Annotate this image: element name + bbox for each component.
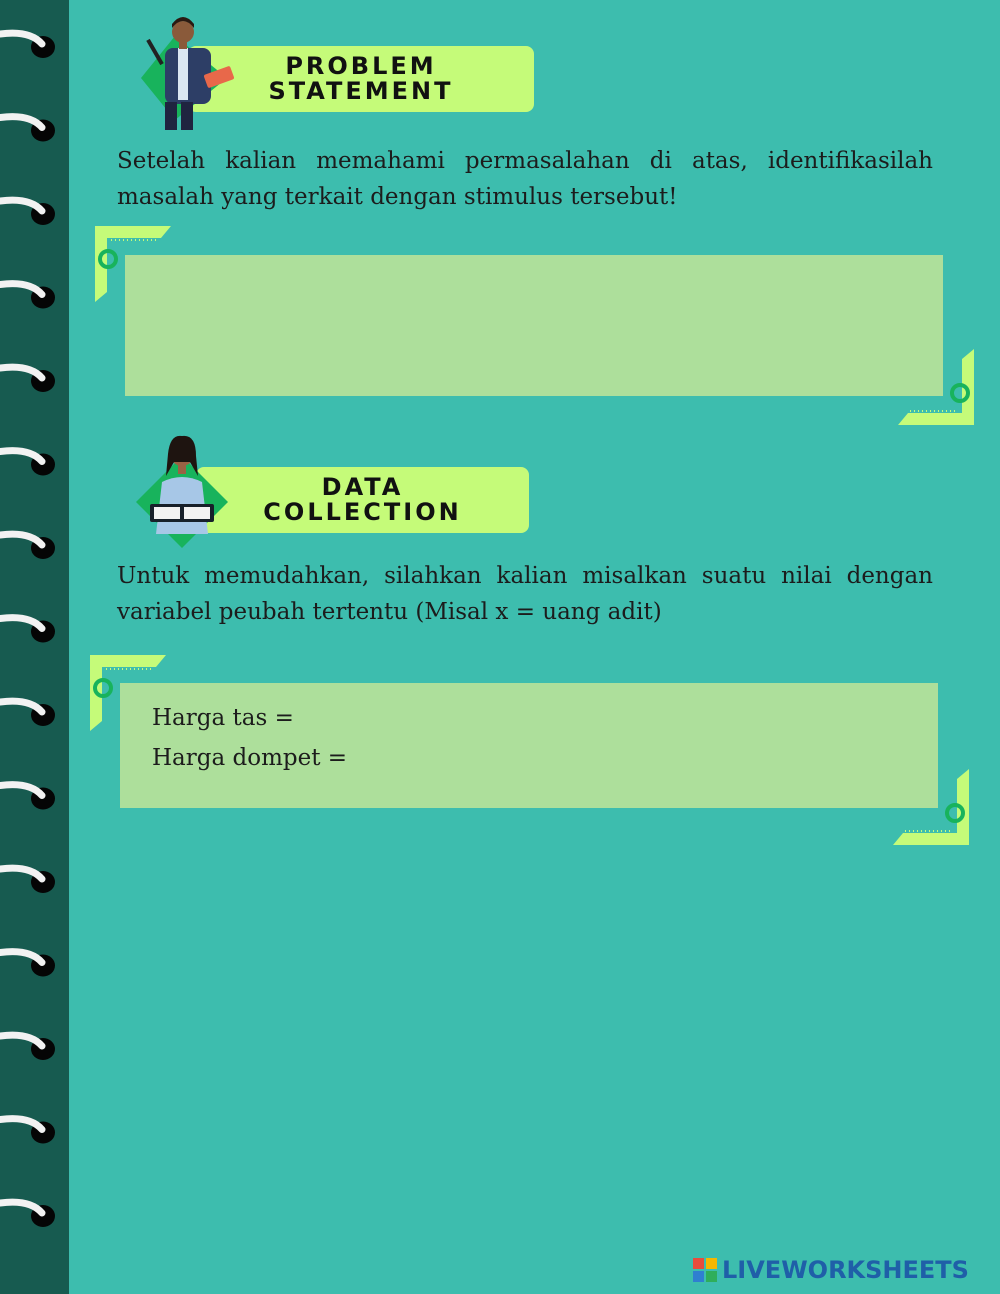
- spiral-ring: [0, 1202, 55, 1227]
- spiral-ring: [0, 952, 55, 977]
- spiral-ring: [0, 1035, 55, 1060]
- spiral-ring: [0, 1119, 55, 1144]
- banner-title-line1: DATA: [321, 473, 404, 501]
- spiral-ring: [0, 451, 55, 476]
- banner-title-line1: PROBLEM: [285, 52, 437, 80]
- teacher-illustration: [135, 8, 245, 134]
- spiral-ring: [0, 534, 55, 559]
- problem-answer-box[interactable]: [125, 255, 943, 396]
- problem-instruction: Setelah kalian memahami permasalahan di atas, identifikasilah masalah yang terkait dengan stimulus tersebut!: [117, 148, 933, 210]
- liveworksheets-logo-icon: [693, 1258, 717, 1282]
- banner-title-line2: COLLECTION: [263, 498, 462, 526]
- data-instruction: Untuk memudahkan, silahkan kalian misalkan suatu nilai dengan variabel peubah tertentu (Misal x = uang adit): [117, 563, 933, 625]
- data-answer-box[interactable]: [120, 683, 938, 808]
- spiral-ring: [0, 367, 55, 392]
- spiral-rings: [0, 0, 70, 1294]
- spiral-ring: [0, 701, 55, 726]
- spiral-ring: [0, 200, 55, 225]
- corner-ornament-bottom-right: [891, 769, 969, 847]
- data-collection-banner: [196, 467, 529, 533]
- field-harga-tas[interactable]: Harga tas =: [152, 705, 294, 731]
- field-harga-dompet[interactable]: Harga dompet =: [152, 745, 348, 771]
- spiral-ring: [0, 33, 55, 58]
- banner-title-line2: STATEMENT: [268, 77, 454, 105]
- brand-name: LIVEWORKSHEETS: [722, 1256, 969, 1284]
- spiral-ring: [0, 117, 55, 142]
- liveworksheets-brand: [693, 1254, 969, 1286]
- spiral-ring: [0, 284, 55, 309]
- spiral-ring: [0, 618, 55, 643]
- reading-woman-illustration: [132, 432, 232, 550]
- spiral-ring: [0, 785, 55, 810]
- corner-ornament-bottom-right: [896, 349, 974, 427]
- spiral-ring: [0, 868, 55, 893]
